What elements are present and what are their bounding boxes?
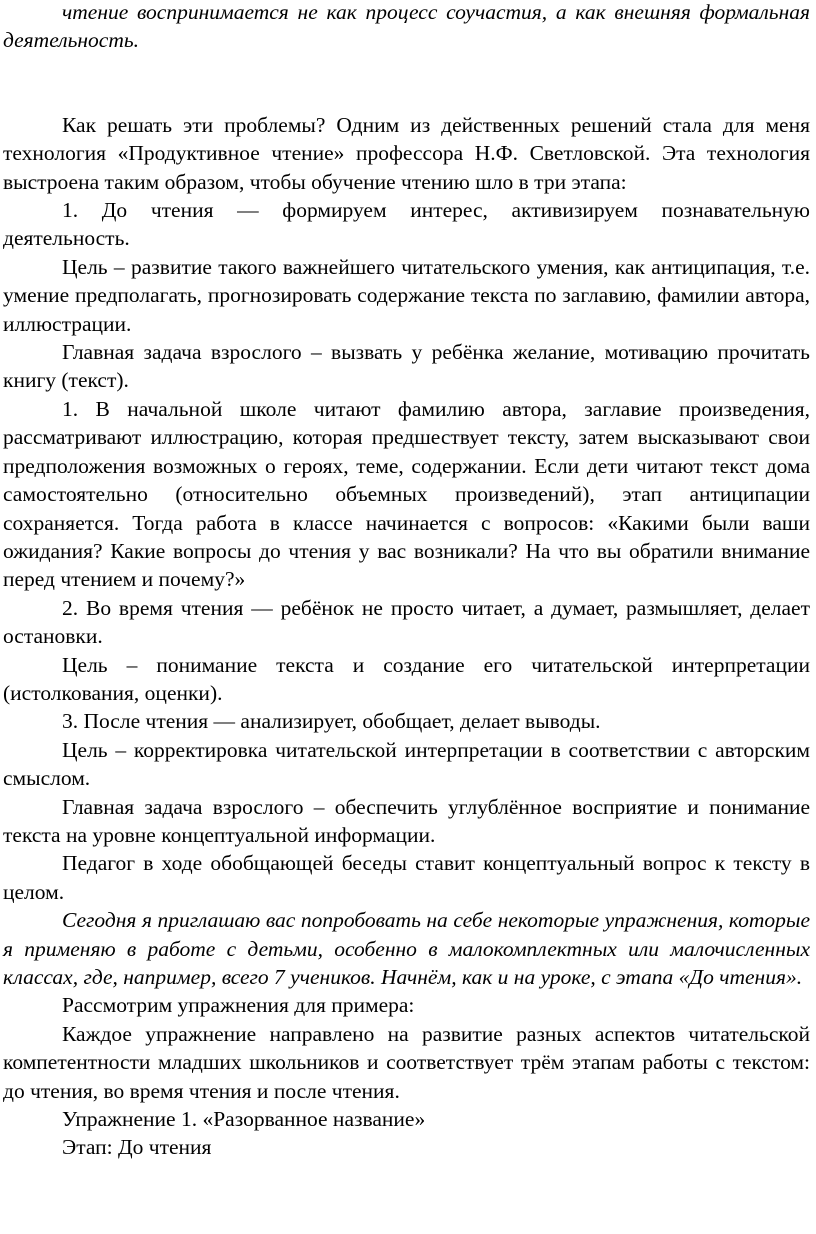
paragraph-examples: Рассмотрим упражнения для примера: <box>62 993 415 1018</box>
paragraph-goal-2: Цель – понимание текста и создание его читательской интерпретации (истолкования, оценки). <box>3 652 810 705</box>
paragraph-continuation: чтение воспринимается не как процесс соучастия, а как внешняя формальная деятельность. <box>3 0 810 53</box>
paragraph-stage-2: 2. Во время чтения — ребёнок не просто читает, а думает, размышляет, делает остановки. <box>3 595 810 649</box>
paragraph-primary-school: 1. В начальной школе читают фамилию автора, заглавие произведения, рассматривают иллюстрацию, которая предшествует тексту, затем высказывают свои предположения возможных о героях, теме, содержании. Если дети читают текст дома самостоятельно (относительно объемных произведений), этап антиципации сохраняется. Тогда работа в классе начинается с вопросов: «Какими были ваши ожидания? Какие вопросы до чтения у вас возникали? На что вы обратили внимание перед чтением и почему?» <box>3 396 810 592</box>
paragraph-exercise-purpose: Каждое упражнение направлено на развитие разных аспектов читательской компетентности младших школьников и соответствует трём этапам работы с текстом: до чтения, во время чтения и после чтения. <box>3 1021 810 1103</box>
paragraph-intro: Как решать эти проблемы? Одним из действенных решений стала для меня технология «Продуктивное чтение» профессора Н.Ф. Светловской. Эта технология выстроена таким образом, чтобы обучение чтению шло в три этапа: <box>3 112 810 194</box>
paragraph-stage-3: 3. После чтения — анализирует, обобщает, делает выводы. <box>62 709 601 734</box>
paragraph-exercise-1-title: Упражнение 1. «Разорванное название» <box>62 1107 426 1132</box>
paragraph-stage-1: 1. До чтения — формируем интерес, активизируем познавательную деятельность. <box>3 198 810 251</box>
paragraph-goal-3: Цель – корректировка читательской интерпретации в соответствии с авторским смыслом. <box>3 737 810 791</box>
paragraph-exercise-1-stage: Этап: До чтения <box>62 1135 212 1160</box>
paragraph-goal-1: Цель – развитие такого важнейшего читательского умения, как антиципация, т.е. умение предполагать, прогнозировать содержание текста по заглавию, фамилии автора, иллюстрации. <box>3 254 810 336</box>
paragraph-invitation: Сегодня я приглашаю вас попробовать на себе некоторые упражнения, которые я применяю в работе с детьми, особенно в малокомплектных или малочисленных классах, где, например, всего 7 учеников. Начнём, как и на уроке, с этапа «До чтения». <box>3 908 810 989</box>
paragraph-task-1: Главная задача взрослого – вызвать у ребёнка желание, мотивацию прочитать книгу (текст). <box>3 340 810 393</box>
paragraph-teacher: Педагог в ходе обобщающей беседы ставит концептуальный вопрос к тексту в целом. <box>3 851 810 904</box>
paragraph-task-3: Главная задача взрослого – обеспечить углублённое восприятие и понимание текста на уровне концептуальной информации. <box>3 794 810 847</box>
